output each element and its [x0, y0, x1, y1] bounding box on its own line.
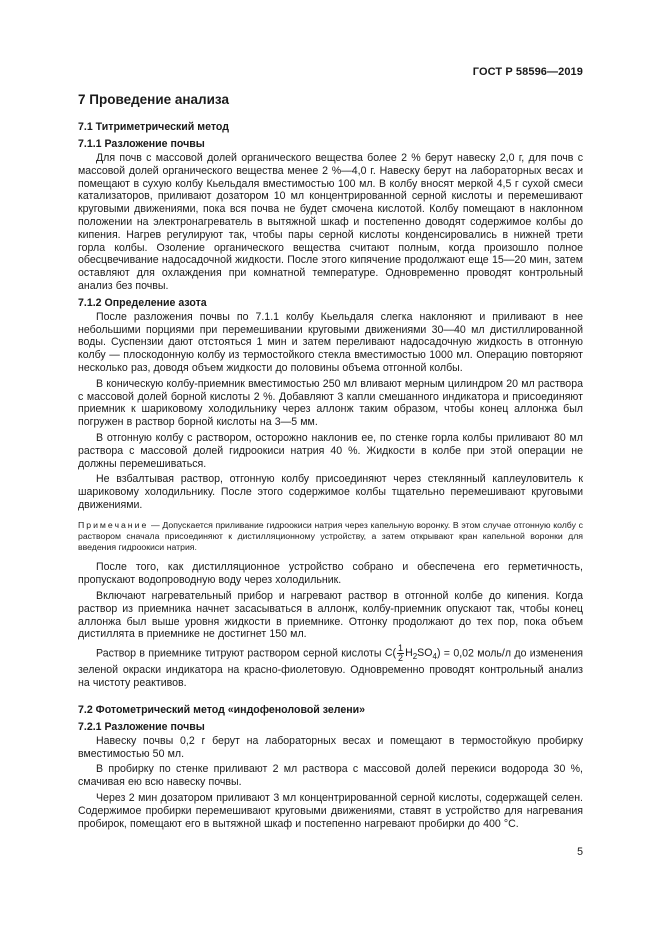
- document-code: ГОСТ Р 58596—2019: [472, 66, 583, 78]
- text-fragment: = 0,02 моль/л до изменения зеленой окраски индикатора на красно-фиолетовую. Одновременно проводят контрольный анализ на чистоту реактивов.: [78, 647, 584, 689]
- fraction: $\frac{1}{2}$: [398, 643, 404, 664]
- paragraph: Навеску почвы 0,2 г берут на лабораторных весах и помещают в термостойкую пробирку вместимостью 50 мл.: [78, 734, 583, 760]
- paragraph: Включают нагревательный прибор и нагревают раствор в отгонной колбе до кипения. Когда раствор из приемника начнет засасываться в аллонж, колбу-приемник опускают так, чтобы конец аллонжа был выше уровня жидкости в приемнике. Отгонку продолжают до тех пор, пока объем дистиллята в приемнике не достигнет 150 мл.: [78, 589, 583, 641]
- paragraph: Через 2 мин дозатором приливают 3 мл концентрированной серной кислоты, содержащей селен. Содержимое пробирки перемешивают круговыми движениями, ставят в устройство для нагревания пробирок, помещают его в вытяжной шкаф и постепенно нагревают пробирки до 400 °С.: [78, 791, 583, 830]
- subsection-title-7-2: 7.2 Фотометрический метод «индофеноловой зелени»: [78, 703, 366, 716]
- paragraph: Не взбалтывая раствор, отгонную колбу присоединяют через стеклянный каплеуловитель к шариковому холодильнику. После этого содержимое колбы тщательно перемешивают круговыми движениями.: [78, 473, 583, 511]
- section-title: 7 Проведение анализа: [78, 92, 229, 107]
- page-content: [78, 92, 583, 833]
- paragraph: После того, как дистилляционное устройство собрано и обеспечена его герметичность, пропускают водопроводную воду через холодильник.: [78, 561, 583, 587]
- sulfuric-acid-concentration-formula: C( $\frac{1}{2}$ $H_2SO_4$): [384, 643, 441, 664]
- clause-title-7-2-1: 7.2.1 Разложение почвы: [78, 720, 205, 733]
- paragraph-with-formula: [78, 644, 583, 690]
- paragraph: В отгонную колбу с раствором, осторожно наклонив ее, по стенке горла колбы приливают 80 мл раствора с массовой долей гидроокиси натрия 40 %. Жидкости в колбе при этой операции не должны перемешиваться.: [78, 431, 583, 470]
- paragraph: После разложения почвы по 7.1.1 колбу Кьельдаля слегка наклоняют и приливают в нее небольшими порциями при перемешивании круговыми движениями 30—40 мл дистиллированной воды. Суспензии дают отстояться 1 мин и затем переливают надосадочную жидкость в отгонную колбу — плоскодонную колбу из термостойкого стекла вместимостью 1000 мл. Операцию повторяют несколько раз, доводя объем жидкости до половины объема отгонной колбы.: [78, 310, 583, 374]
- paragraph: Для почв с массовой долей органического вещества более 2 % берут навеску 2,0 г, для почв с массовой долей органического вещества менее 2 %—4,0 г. Навеску берут на лабораторных весах и помещают в сухую колбу Кьельдаля вместимостью 100 мл. В колбу вносят меркой 4,5 г сухой смеси катализаторов, приливают дозатором 10 мл концентрированной серной кислоты и перемешивают круговыми движениями, пока вся почва не будет смочена кислотой. Колбу помещают в наклонном положении на электронагреватель в вытяжной шкаф и постепенно доводят содержимое колбы до кипения. Нагрев регулируют так, чтобы пары серной кислоты конденсировались в нижней трети горла колбы. Озоление органического вещества считают полным, когда произошло полное обесцвечивание надосадочной жидкости. После этого кипячение продолжают еще 15—20 мин, затем оставляют для охлаждения при комнатной температуре. Одновременно проводят контрольный анализ без почвы.: [78, 152, 583, 292]
- paragraph: В коническую колбу-приемник вместимостью 250 мл вливают мерным цилиндром 20 мл раствора с массовой долей борной кислоты 2 %. Добавляют 3 капли смешанного индикатора и присоединяют приемник к шариковому холодильнику через аллонж таким образом, чтобы конец аллонжа был погружен в раствор борной кислоты на 3—5 мм.: [78, 377, 583, 429]
- note-label: Примечание: [78, 519, 149, 530]
- paragraph: В пробирку по стенке приливают 2 мл раствора с массовой долей перекиси водорода 30 %, смачивая ею всю навеску почвы.: [78, 763, 583, 789]
- clause-title-7-1-1: 7.1.1 Разложение почвы: [78, 138, 205, 150]
- page-number: 5: [577, 846, 583, 858]
- clause-title-7-1-2: 7.1.2 Определение азота: [78, 296, 207, 309]
- note-text: — Допускается приливание гидроокиси натрия через капельную воронку. В этом случае отгонную колбу с раствором сначала присоединяют к дистилляционному устройству, а затем открывают кран капельной воронки для введения гидроокиси натрия.: [78, 519, 583, 553]
- note: [78, 520, 583, 554]
- text-fragment: Раствор в приемнике титруют раствором серной кислоты: [96, 647, 385, 660]
- subsection-title-7-1: 7.1 Титриметрический метод: [78, 121, 229, 133]
